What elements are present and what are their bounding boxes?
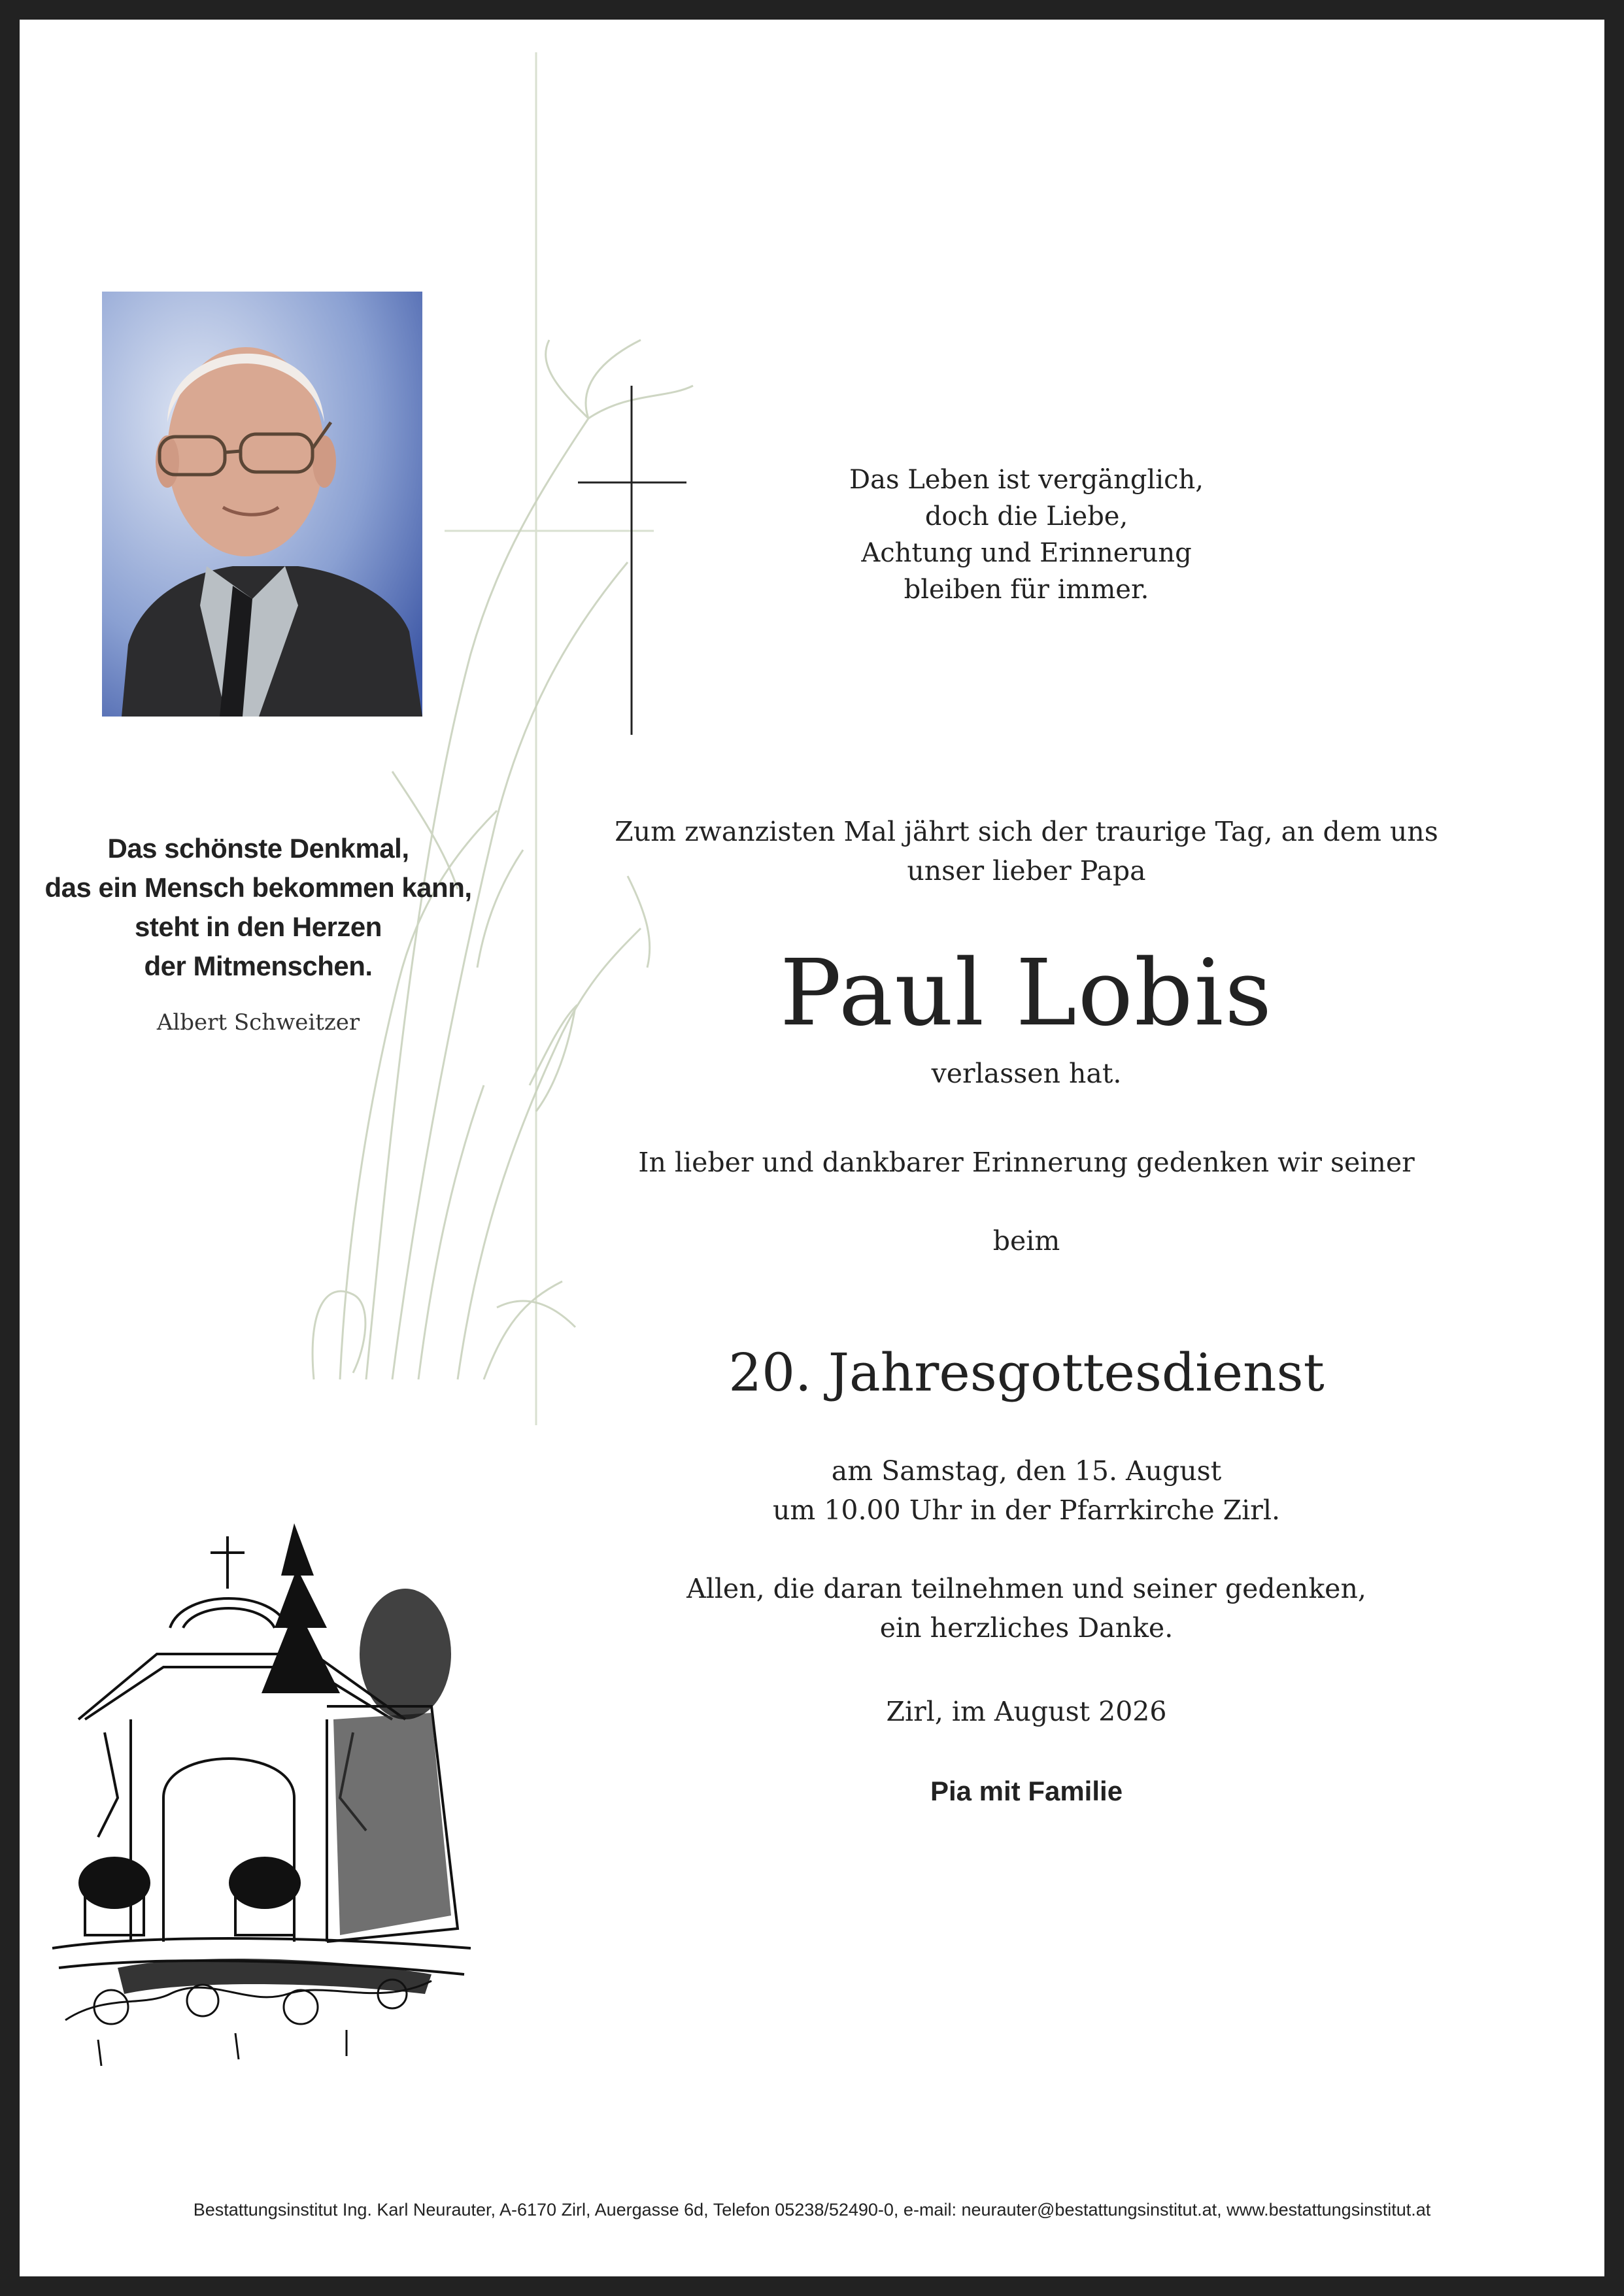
date-line: am Samstag, den 15. August [831, 1455, 1222, 1487]
intro-line: unser lieber Papa [907, 855, 1146, 886]
intro-text [562, 812, 1491, 890]
thanks-line: ein herzliches Danke. [879, 1612, 1174, 1644]
beim-text: beim [992, 1225, 1060, 1257]
quote-line: steht in den Herzen [135, 911, 382, 942]
motto-line: Das Leben ist vergänglich, [849, 465, 1204, 495]
motto-line: Achtung und Erinnerung [861, 538, 1192, 568]
quote-text [20, 829, 497, 986]
motto [562, 462, 1491, 608]
signature-name: Pia [930, 1776, 972, 1806]
motto-line: doch die Liebe, [924, 501, 1128, 532]
left-text: verlassen hat. [931, 1058, 1122, 1089]
quote-author: Albert Schweitzer [156, 1009, 360, 1036]
footer-imprint: Bestattungsinstitut Ing. Karl Neurauter, A-6170 Zirl, Auergasse 6d, Telefon 05238/52490-0, e-mail: neurauter@bestattungsinstitut.at, www.bestattungsinstitut.at [193, 2200, 1431, 2220]
place-date: Zirl, im August 2026 [886, 1696, 1167, 1727]
service-title: 20. Jahresgottesdienst [728, 1342, 1325, 1403]
signature [562, 1772, 1491, 1811]
date-line: um 10.00 Uhr in der Pfarrkirche Zirl. [773, 1494, 1280, 1526]
portrait-photo [102, 292, 422, 717]
motto-line: bleiben für immer. [904, 575, 1149, 605]
quote-line: Das schönste Denkmal, [107, 833, 409, 864]
intro-line: Zum zwanzisten Mal jährt sich der traurige Tag, an dem uns [615, 816, 1438, 847]
remember-text: In lieber und dankbarer Erinnerung gedenken wir seiner [638, 1147, 1415, 1178]
thanks-line: Allen, die daran teilnehmen und seiner gedenken, [686, 1573, 1366, 1604]
quote-line: das ein Mensch bekommen kann, [44, 872, 472, 903]
chapel-illustration [39, 1432, 497, 2099]
thanks-text [562, 1569, 1491, 1647]
quote-line: der Mitmenschen. [144, 951, 373, 981]
signature-rest: mit Familie [971, 1776, 1123, 1806]
deceased-name: Paul Lobis [779, 940, 1274, 1047]
service-date [562, 1451, 1491, 1530]
